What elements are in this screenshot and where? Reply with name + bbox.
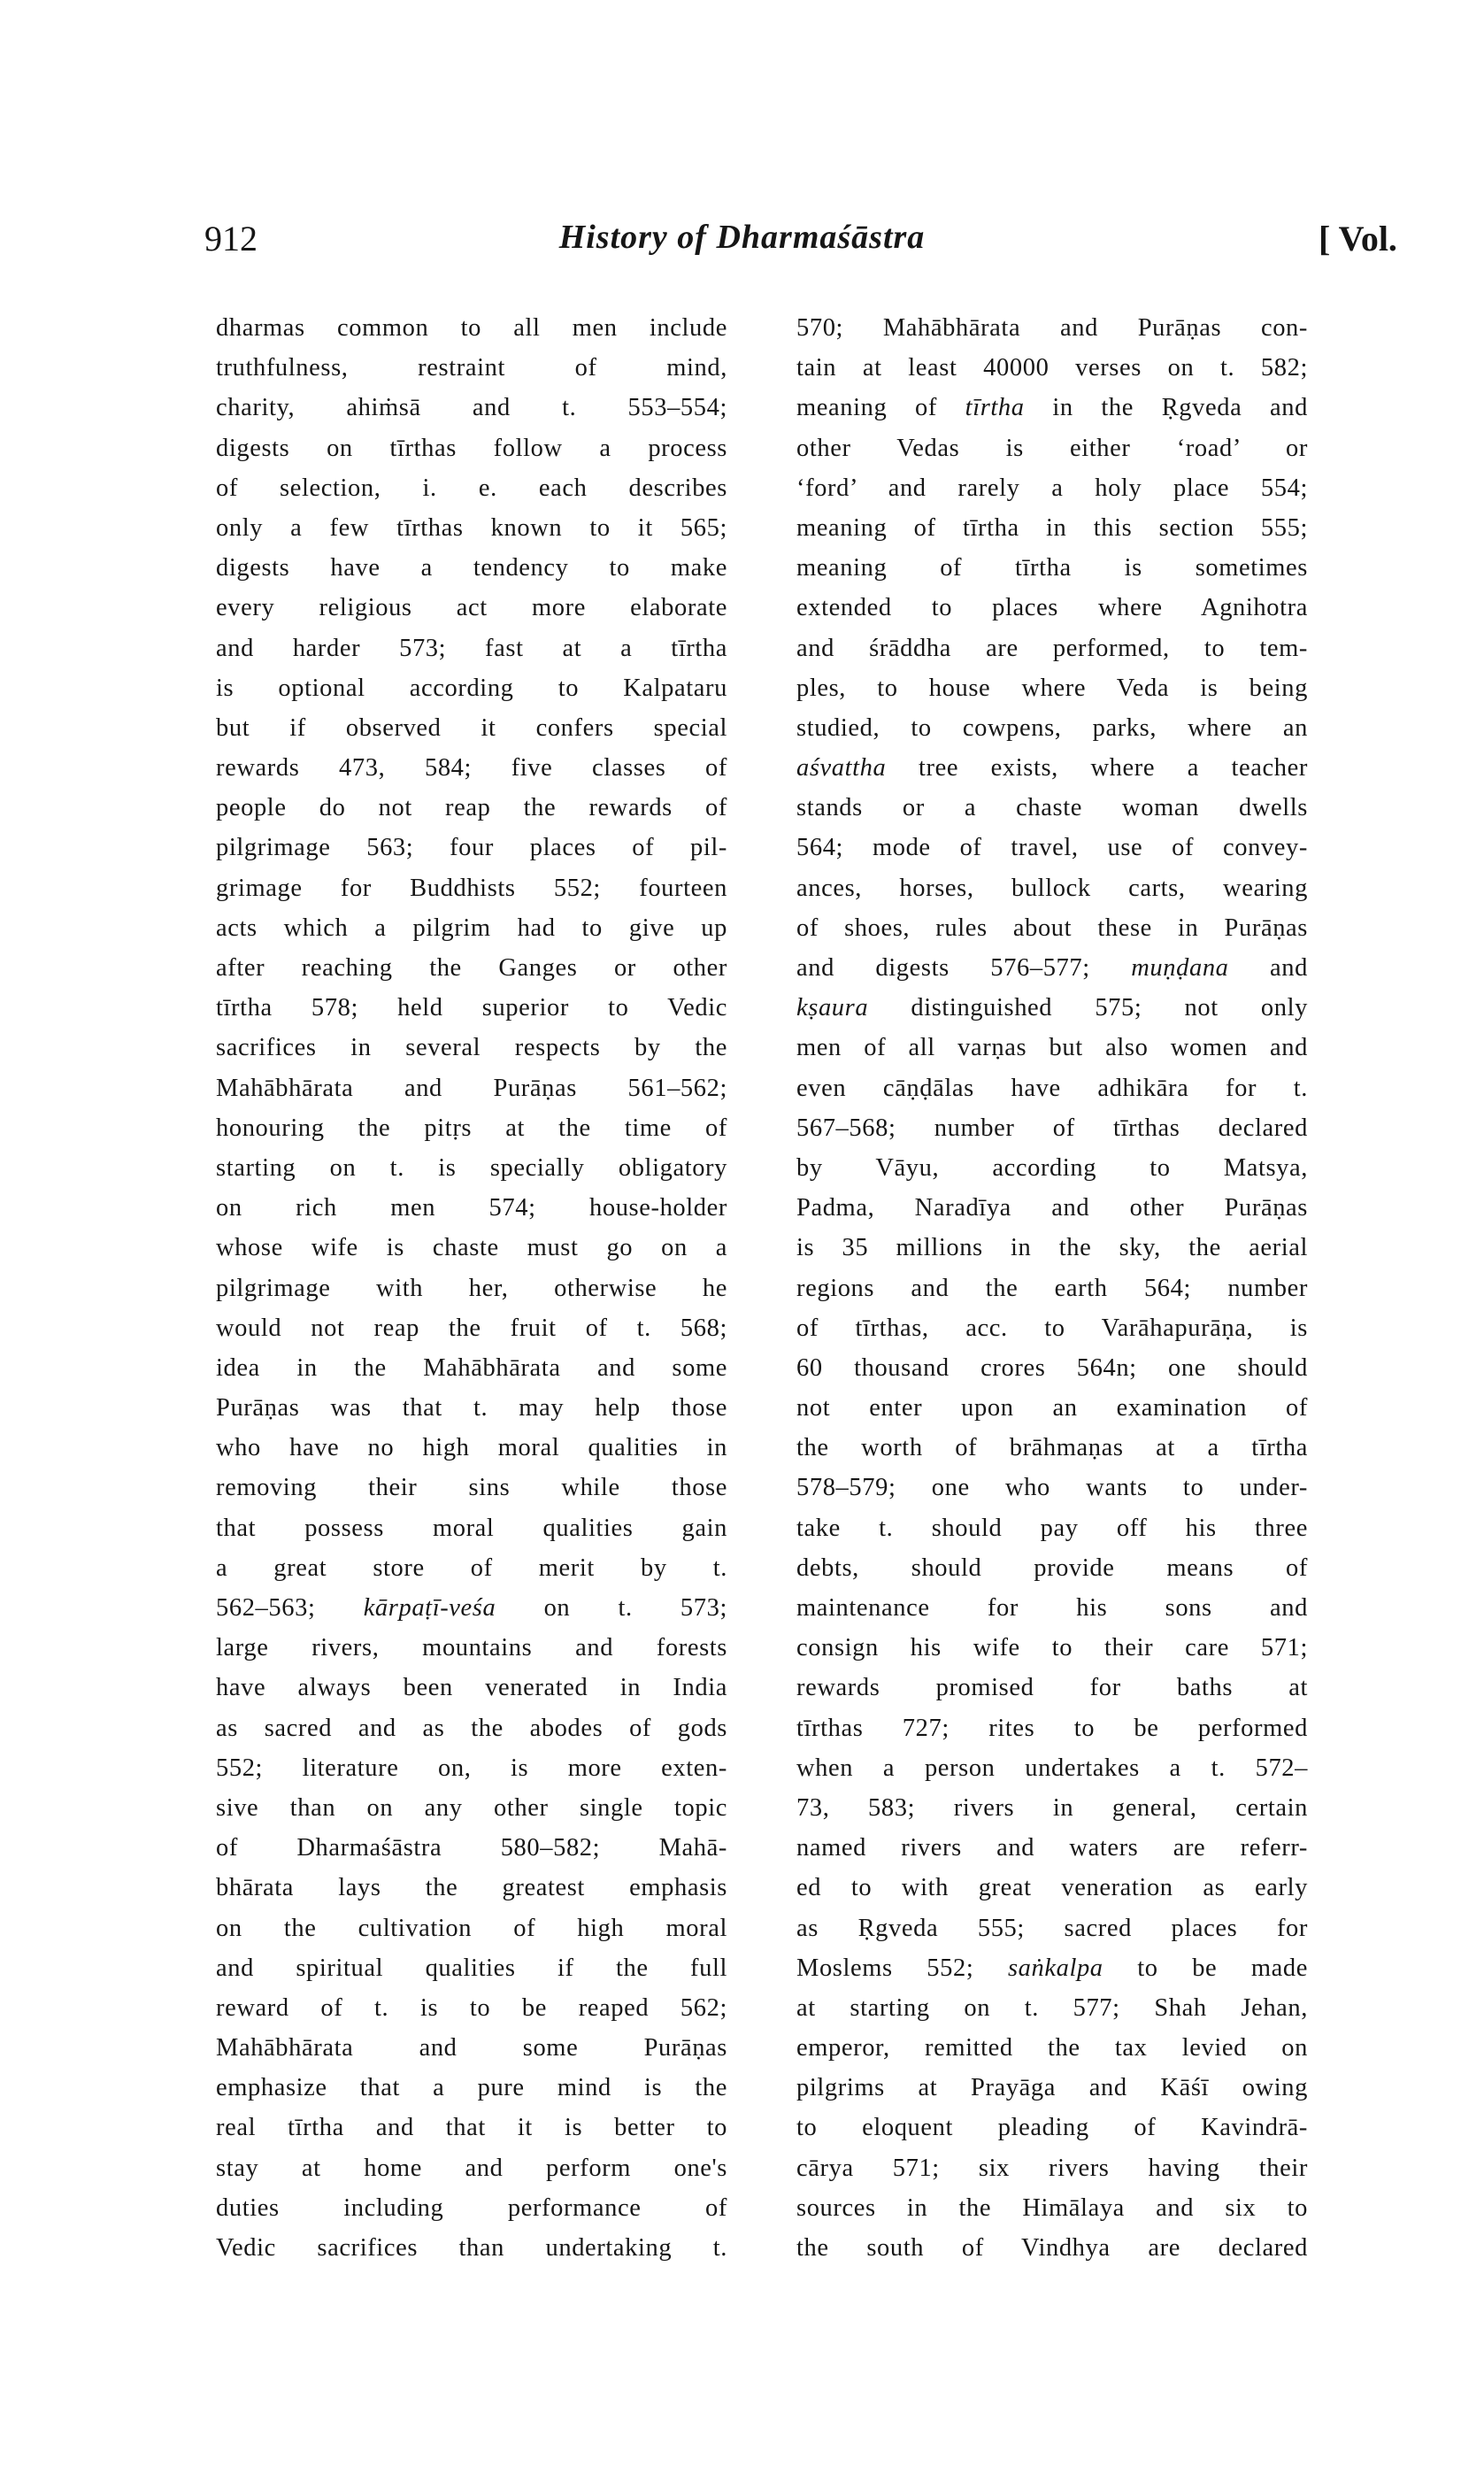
text-segment: duties including performance of — [216, 2193, 727, 2222]
text-line — [216, 1628, 727, 1668]
text-segment: but if observed it confers special — [216, 713, 727, 742]
text-line — [216, 1388, 727, 1428]
text-line — [216, 2068, 727, 2108]
text-segment: 552; literature on, is more exten- — [216, 1754, 727, 1782]
text-line — [216, 388, 727, 428]
text-segment: after reaching the Ganges or other — [216, 954, 727, 982]
text-segment: other Vedas is either ‘road’ or — [796, 434, 1308, 462]
text-line — [796, 1468, 1308, 1507]
text-line — [796, 2188, 1308, 2228]
text-line — [796, 1388, 1308, 1428]
text-segment: and — [1228, 954, 1308, 982]
text-line — [796, 1348, 1308, 1388]
text-segment: only a few tīrthas known to it 565; — [216, 513, 727, 542]
text-segment: on rich men 574; house-holder — [216, 1194, 727, 1222]
text-line — [796, 668, 1308, 708]
text-line — [796, 308, 1308, 348]
text-segment: of tīrthas, acc. to Varāhapurāṇa, is — [796, 1314, 1308, 1342]
text-segment: 564; mode of travel, use of convey- — [796, 834, 1308, 862]
text-line — [216, 1868, 727, 1908]
text-line — [216, 1708, 727, 1748]
text-line — [216, 868, 727, 908]
text-segment: ances, horses, bullock carts, wearing — [796, 874, 1308, 902]
text-line — [796, 1108, 1308, 1148]
text-line — [796, 748, 1308, 788]
text-segment: ples, to house where Veda is being — [796, 674, 1308, 702]
text-line — [796, 1828, 1308, 1868]
text-segment: consign his wife to their care 571; — [796, 1634, 1308, 1662]
text-segment: as sacred and as the abodes of gods — [216, 1714, 727, 1742]
text-segment: regions and the earth 564; number — [796, 1274, 1308, 1302]
text-segment: ‘ford’ and rarely a holy place 554; — [796, 474, 1308, 502]
text-segment: tain at least 40000 verses on t. 582; — [796, 354, 1308, 382]
text-line — [216, 1188, 727, 1228]
text-segment: of selection, i. e. each describes — [216, 474, 727, 502]
text-segment: by Vāyu, according to Matsya, — [796, 1153, 1308, 1182]
text-line — [796, 1588, 1308, 1628]
text-line — [216, 668, 727, 708]
index-column-right — [796, 308, 1308, 2268]
text-line — [216, 1748, 727, 1788]
text-line — [216, 588, 727, 628]
text-segment: sacrifices in several respects by the — [216, 1034, 727, 1062]
text-segment: 578–579; one who wants to under- — [796, 1474, 1308, 1502]
text-line — [796, 1268, 1308, 1308]
text-segment: take t. should pay off his three — [796, 1514, 1308, 1542]
text-segment: of Dharmaśāstra 580–582; Mahā- — [216, 1834, 727, 1862]
text-segment: debts, should provide means of — [796, 1553, 1308, 1582]
text-segment: whose wife is chaste must go on a — [216, 1234, 727, 1262]
text-line — [796, 1028, 1308, 1068]
text-segment: dharmas common to all men include — [216, 314, 727, 342]
text-line — [796, 1068, 1308, 1108]
text-segment: 60 thousand crores 564n; one should — [796, 1353, 1308, 1382]
text-line — [216, 948, 727, 988]
text-segment: grimage for Buddhists 552; fourteen — [216, 874, 727, 902]
page-number: 912 — [204, 219, 258, 258]
text-line — [796, 1628, 1308, 1668]
text-line — [216, 1028, 727, 1068]
text-line — [796, 428, 1308, 468]
text-segment: pilgrimage 563; four places of pil- — [216, 834, 727, 862]
text-line — [796, 948, 1308, 988]
text-segment: sive than on any other single topic — [216, 1793, 727, 1822]
text-segment: tīrtha 578; held superior to Vedic — [216, 994, 727, 1022]
text-segment: rewards 473, 584; five classes of — [216, 754, 727, 783]
text-line — [216, 1508, 727, 1548]
text-segment: distinguished 575; not only — [868, 994, 1308, 1022]
text-line — [216, 1228, 727, 1268]
text-segment: is 35 millions in the sky, the aerial — [796, 1234, 1308, 1262]
index-column-left — [216, 308, 727, 2268]
text-line — [216, 348, 727, 388]
text-line — [796, 1428, 1308, 1468]
text-line — [796, 508, 1308, 548]
text-segment: charity, ahiṁsā and t. 553–554; — [216, 394, 727, 422]
text-segment: truthfulness, restraint of mind, — [216, 354, 727, 382]
text-segment: and spiritual qualities if the full — [216, 1954, 727, 1982]
text-line — [216, 2028, 727, 2068]
text-line — [796, 788, 1308, 828]
text-segment: extended to places where Agnihotra — [796, 594, 1308, 622]
text-segment: of shoes, rules about these in Purāṇas — [796, 914, 1308, 942]
text-line — [216, 1308, 727, 1348]
text-line — [216, 708, 727, 748]
text-segment: Moslems 552; — [796, 1954, 1008, 1982]
text-segment: pilgrimage with her, otherwise he — [216, 1274, 727, 1302]
text-segment: ed to with great veneration as early — [796, 1874, 1308, 1902]
text-line — [216, 2148, 727, 2188]
running-title: History of Dharmaśāstra — [558, 219, 926, 256]
text-segment: at starting on t. 577; Shah Jehan, — [796, 1993, 1308, 2022]
text-line — [216, 988, 727, 1028]
text-line — [796, 2148, 1308, 2188]
text-line — [796, 1948, 1308, 1988]
text-segment: on t. 573; — [496, 1594, 727, 1622]
text-segment: real tīrtha and that it is better to — [216, 2114, 727, 2142]
text-line — [796, 1748, 1308, 1788]
text-segment: cārya 571; six rivers having their — [796, 2154, 1308, 2182]
text-segment: 567–568; number of tīrthas declared — [796, 1114, 1308, 1142]
text-line — [216, 1268, 727, 1308]
text-segment: a great store of merit by t. — [216, 1553, 727, 1582]
text-segment: when a person undertakes a t. 572– — [796, 1754, 1308, 1782]
text-line — [796, 908, 1308, 948]
text-segment: every religious act more elaborate — [216, 594, 727, 622]
text-line — [216, 1468, 727, 1507]
text-line — [796, 628, 1308, 668]
text-line — [796, 2108, 1308, 2147]
text-segment: is optional according to Kalpataru — [216, 674, 727, 702]
text-line — [796, 1308, 1308, 1348]
text-segment: to eloquent pleading of Kavindrā- — [796, 2114, 1308, 2142]
text-segment: not enter upon an examination of — [796, 1394, 1308, 1422]
text-line — [796, 828, 1308, 867]
italic-term: kārpaṭī-veśa — [363, 1594, 496, 1622]
text-line — [216, 1828, 727, 1868]
text-line — [216, 748, 727, 788]
text-line — [796, 468, 1308, 508]
text-segment: Mahābhārata and Purāṇas 561–562; — [216, 1074, 727, 1102]
text-line — [216, 828, 727, 867]
text-segment: as Ṛgveda 555; sacred places for — [796, 1914, 1308, 1942]
text-segment: maintenance for his sons and — [796, 1594, 1308, 1622]
text-segment: and digests 576–577; — [796, 954, 1132, 982]
text-line — [796, 1908, 1308, 1948]
text-line — [216, 308, 727, 348]
text-segment: idea in the Mahābhārata and some — [216, 1353, 727, 1382]
text-line — [216, 548, 727, 588]
text-line — [796, 1508, 1308, 1548]
text-segment: meaning of tīrtha in this section 555; — [796, 513, 1308, 542]
text-segment: who have no high moral qualities in — [216, 1434, 727, 1462]
text-segment: on the cultivation of high moral — [216, 1914, 727, 1942]
text-segment: 570; Mahābhārata and Purāṇas con- — [796, 314, 1308, 342]
text-segment: studied, to cowpens, parks, where an — [796, 713, 1308, 742]
text-line — [216, 788, 727, 828]
text-segment: the south of Vindhya are declared — [796, 2234, 1308, 2262]
text-segment: bhārata lays the greatest emphasis — [216, 1874, 727, 1902]
text-line — [796, 868, 1308, 908]
text-line — [216, 908, 727, 948]
text-segment: tree exists, where a teacher — [886, 754, 1308, 783]
text-segment: in the Ṛgveda and — [1024, 394, 1308, 422]
text-segment: Vedic sacrifices than undertaking t. — [216, 2234, 727, 2262]
text-line — [216, 1788, 727, 1828]
text-segment: large rivers, mountains and forests — [216, 1634, 727, 1662]
text-segment: stands or a chaste woman dwells — [796, 794, 1308, 822]
text-line — [796, 2028, 1308, 2068]
text-segment: stay at home and perform one's — [216, 2154, 727, 2182]
text-segment: emperor, remitted the tax levied on — [796, 2034, 1308, 2062]
text-line — [216, 1948, 727, 1988]
text-line — [796, 1788, 1308, 1828]
text-segment: to be made — [1103, 1954, 1309, 1982]
italic-term: aśvattha — [796, 754, 887, 783]
text-line — [796, 388, 1308, 428]
text-line — [796, 1708, 1308, 1748]
text-line — [216, 2228, 727, 2268]
text-line — [796, 2068, 1308, 2108]
text-line — [216, 508, 727, 548]
text-line — [216, 1588, 727, 1628]
text-segment: 73, 583; rivers in general, certain — [796, 1793, 1308, 1822]
text-segment: Mahābhārata and some Purāṇas — [216, 2034, 727, 2062]
text-segment: men of all varṇas but also women and — [796, 1034, 1308, 1062]
text-segment: Purāṇas was that t. may help those — [216, 1394, 727, 1422]
text-segment: removing their sins while those — [216, 1474, 727, 1502]
text-line — [216, 1988, 727, 2028]
text-line — [796, 1868, 1308, 1908]
text-line — [796, 1188, 1308, 1228]
text-segment: rewards promised for baths at — [796, 1674, 1308, 1702]
italic-term: saṅkalpa — [1007, 1954, 1103, 1982]
text-segment: acts which a pilgrim had to give up — [216, 914, 727, 942]
text-segment: digests on tīrthas follow a process — [216, 434, 727, 462]
text-segment: sources in the Himālaya and six to — [796, 2193, 1308, 2222]
text-line — [796, 1148, 1308, 1188]
text-line — [216, 628, 727, 668]
text-segment: digests have a tendency to make — [216, 554, 727, 582]
text-line — [796, 588, 1308, 628]
text-line — [796, 1668, 1308, 1708]
text-line — [216, 1668, 727, 1708]
text-line — [796, 1988, 1308, 2028]
text-line — [216, 1548, 727, 1588]
text-segment: that possess moral qualities gain — [216, 1514, 727, 1542]
text-line — [216, 2108, 727, 2147]
text-segment: meaning of — [796, 394, 965, 422]
text-line — [216, 1428, 727, 1468]
text-segment: people do not reap the rewards of — [216, 794, 727, 822]
text-segment: emphasize that a pure mind is the — [216, 2074, 727, 2102]
text-segment: starting on t. is specially obligatory — [216, 1153, 727, 1182]
text-line — [216, 1068, 727, 1108]
text-line — [216, 428, 727, 468]
text-line — [216, 1348, 727, 1388]
text-segment: named rivers and waters are referr- — [796, 1834, 1308, 1862]
text-segment: honouring the pitṛs at the time of — [216, 1114, 727, 1142]
text-segment: and harder 573; fast at a tīrtha — [216, 634, 727, 662]
text-segment: Padma, Naradīya and other Purāṇas — [796, 1194, 1308, 1222]
text-line — [216, 1148, 727, 1188]
volume-marker: [ Vol. — [1319, 219, 1397, 258]
text-segment: have always been venerated in India — [216, 1674, 727, 1702]
italic-term: muṇḍana — [1131, 954, 1229, 982]
text-segment: meaning of tīrtha is sometimes — [796, 554, 1308, 582]
text-line — [216, 468, 727, 508]
text-line — [796, 348, 1308, 388]
text-line — [796, 708, 1308, 748]
text-line — [796, 548, 1308, 588]
text-segment: and śrāddha are performed, to tem- — [796, 634, 1308, 662]
text-segment: pilgrims at Prayāga and Kāśī owing — [796, 2074, 1308, 2102]
text-line — [796, 988, 1308, 1028]
italic-term: tīrtha — [965, 394, 1025, 422]
text-segment: tīrthas 727; rites to be performed — [796, 1714, 1308, 1742]
text-line — [216, 1908, 727, 1948]
text-line — [796, 2228, 1308, 2268]
text-segment: 562–563; — [216, 1594, 364, 1622]
text-line — [796, 1548, 1308, 1588]
text-line — [216, 1108, 727, 1148]
text-segment: would not reap the fruit of t. 568; — [216, 1314, 727, 1342]
text-line — [216, 2188, 727, 2228]
text-segment: the worth of brāhmaṇas at a tīrtha — [796, 1434, 1308, 1462]
text-segment: reward of t. is to be reaped 562; — [216, 1993, 727, 2022]
text-line — [796, 1228, 1308, 1268]
italic-term: kṣaura — [796, 994, 869, 1022]
text-segment: even cāṇḍālas have adhikāra for t. — [796, 1074, 1308, 1102]
